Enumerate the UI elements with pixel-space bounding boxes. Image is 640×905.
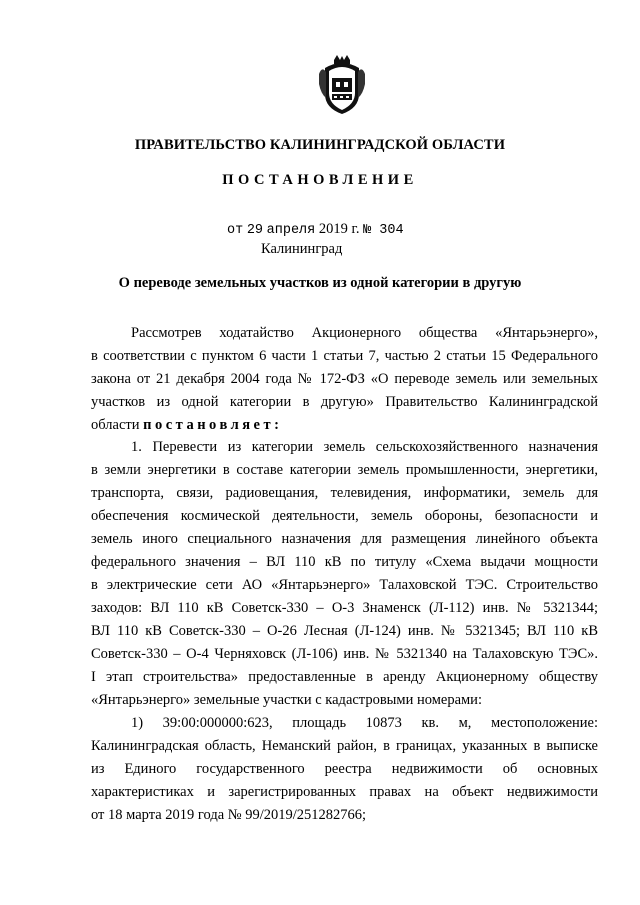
sub1-line: характеристиках и зарегистрированных правах на объект недвижимости [91,784,598,800]
date-day: 29 [246,223,264,238]
government-name: ПРАВИТЕЛЬСТВО КАЛИНИНГРАДСКОЙ ОБЛАСТИ [134,137,506,153]
date-prefix: от [227,223,244,238]
coat-of-arms-emblem [317,54,367,116]
item1-line: в электрические сети АО «Янтарьэнерго» Талаховской ТЭС. Строительство [91,577,598,593]
item1-line: земель иного специального назначения для размещения линейного объекта [91,531,598,547]
preamble-line: закона от 21 декабря 2004 года № 172-ФЗ «О переводе земель или земельных [91,371,598,387]
item1-line: обеспечения космической деятельности, земель обороны, безопасности и [91,508,598,524]
date-year: 2019 г. [318,221,360,237]
sub1-line: из Единого государственного реестра недвижимости об основных [91,761,598,777]
preamble-line: в соответствии с пунктом 6 части 1 статьи 7, частью 2 статьи 15 Федерального [91,348,598,364]
document-title: О переводе земельных участков из одной категории в другую [118,275,522,291]
date-month: апреля [266,223,316,238]
item1-line: «Янтарьэнерго» земельные участки с кадастровыми номерами: [91,692,482,708]
preamble-line: участков из одной категории в другую» Правительство Калининградской [91,394,598,410]
item1-line: федерального значения – ВЛ 110 кВ по титулу «Схема выдачи мощности [91,554,598,570]
sub1-line: 1) 39:00:000000:623, площадь 10873 кв. м, местоположение: [131,715,598,731]
preamble-end: области [91,417,140,433]
item1-line: 1. Перевести из категории земель сельскохозяйственного назначения [131,439,598,455]
item1-line: Советск-330 – О-4 Черняховск (Л-106) инв. № 5321340 на Талаховскую ТЭС». [91,646,598,662]
item1-line: транспорта, связи, радиовещания, телевидения, информатики, земель для [91,485,598,501]
item1-line: в земли энергетики в составе категории земель промышленности, энергетики, [91,462,598,478]
preamble-line: Рассмотрев ходатайство Акционерного общества «Янтарьэнерго», [131,325,598,341]
resolves-word: постановляет: [143,417,283,433]
date-line [227,221,404,238]
document-number: № 304 [363,223,404,238]
item1-line: I этап строительства» предоставленные в аренду Акционерному обществу [91,669,598,685]
sub1-line: от 18 марта 2019 года № 99/2019/251282766; [91,807,367,823]
preamble-last-line [91,416,282,434]
sub1-line: Калининградская область, Неманский район, в границах, указанных в выписке [91,738,598,754]
city: Калининград [261,241,343,257]
document-type: ПОСТАНОВЛЕНИЕ [222,172,418,188]
item1-line: заходов: ВЛ 110 кВ Советск-330 – О-3 Знаменск (Л-112) инв. № 5321344; [91,600,598,616]
item1-line: ВЛ 110 кВ Советск-330 – О-26 Лесная (Л-124) инв. № 5321345; ВЛ 110 кВ [91,623,598,639]
